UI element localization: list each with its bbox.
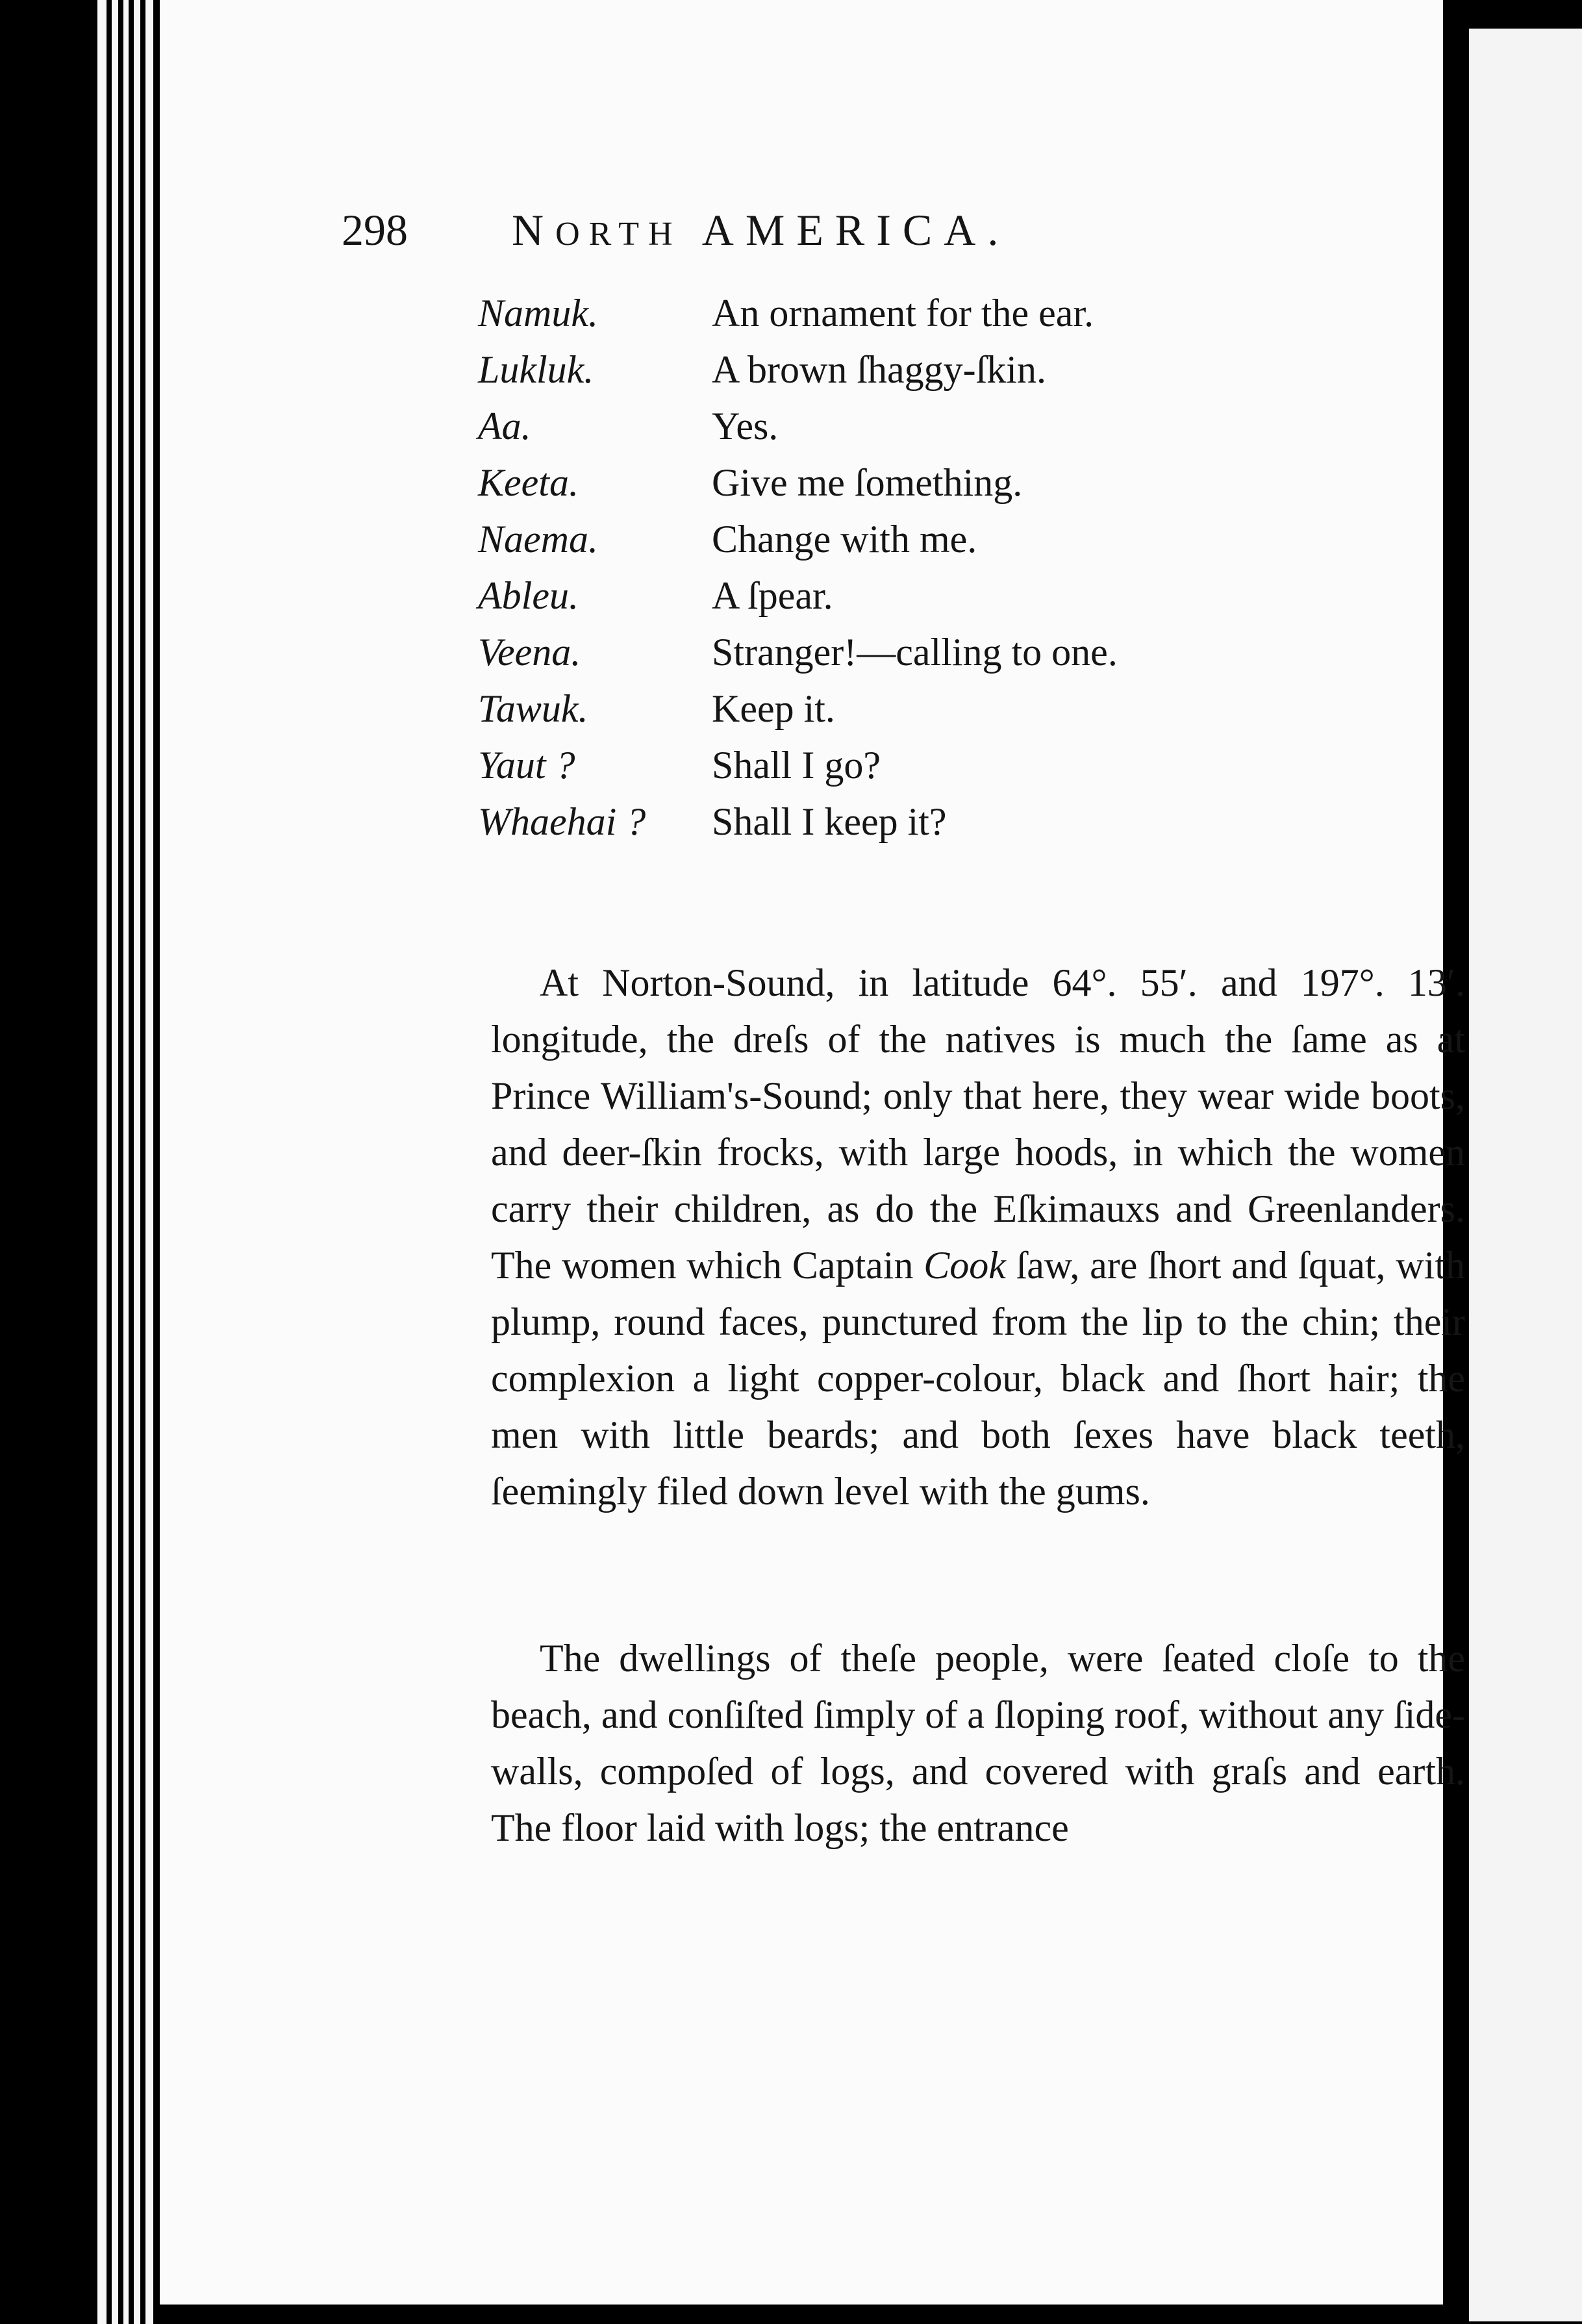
page-edge [123, 0, 129, 2324]
body-paragraph: At Norton-Sound, in latitude 64°. 55′. and 197°. 13′. longitude, the dreſs of the natives is much the ſame as at Prince William's-Sound; only that here, they wear wide boots, and deer-ſkin frocks, with large hoods, in which the women carry their children, as do the Eſkimauxs and Greenlanders. The women which Captain Cook ſaw, are ſhort and ſquat, with plump, round faces, punctured from the lip to the chin; their complexion a light copper-colour, black and ſhort hair; the men with little beards; and both ſexes have black teeth, ſeemingly filed down level with the gums. [491, 961, 1465, 1513]
vocab-term: Naema. [478, 518, 598, 561]
vocab-entry [478, 404, 1420, 461]
vocab-term: Veena. [478, 631, 581, 674]
vocabulary-list [478, 291, 1420, 856]
facing-page-edge [1469, 29, 1582, 2321]
vocab-meaning: Shall I go? [712, 744, 881, 787]
vocab-meaning: Shall I keep it? [712, 800, 947, 843]
vocab-entry [478, 347, 1420, 404]
book-page [160, 0, 1465, 2305]
vocab-entry [478, 743, 1420, 800]
vocab-term: Lukluk. [478, 348, 594, 391]
vocab-meaning: Change with me. [712, 518, 977, 561]
vocab-meaning: A ſpear. [712, 574, 833, 617]
page-edge [112, 0, 118, 2324]
vocab-term: Namuk. [478, 292, 598, 335]
page-edge [134, 0, 140, 2324]
vocab-term: Aa. [478, 405, 531, 448]
vocab-meaning: A brown ſhaggy-ſkin. [712, 348, 1046, 391]
vocab-term: Keeta. [478, 461, 579, 504]
vocab-term: Yaut ? [478, 744, 575, 787]
vocab-term: Ableu. [478, 574, 579, 617]
vocab-entry [478, 461, 1420, 517]
vocab-entry [478, 517, 1420, 574]
vocab-meaning: Stranger!—calling to one. [712, 631, 1118, 674]
page-number: 298 [342, 205, 408, 255]
vocab-term: Tawuk. [478, 687, 588, 730]
vocab-term: Whaehai ? [478, 800, 646, 843]
page-header [342, 205, 1283, 276]
vocab-entry [478, 687, 1420, 743]
running-title: NORTH AMERICA. [512, 205, 1011, 255]
vocab-meaning: Yes. [712, 405, 779, 448]
vocab-entry [478, 291, 1420, 347]
page-edge [97, 0, 107, 2324]
page-edge [145, 0, 153, 2324]
vocab-meaning: Keep it. [712, 687, 835, 730]
vocab-entry [478, 574, 1420, 630]
italic-name: Cook [923, 1244, 1006, 1287]
vocab-meaning: An ornament for the ear. [712, 292, 1094, 335]
vocab-entry [478, 800, 1420, 856]
vocab-entry [478, 630, 1420, 687]
body-paragraph: The dwellings of theſe people, were ſeated cloſe to the beach, and conſiſted ſimply of a ſloping roof, without any ſide-walls, compoſed of logs, and covered with graſs and earth. The floor laid with logs; the entrance [491, 1637, 1465, 1849]
vocab-meaning: Give me ſomething. [712, 461, 1023, 504]
